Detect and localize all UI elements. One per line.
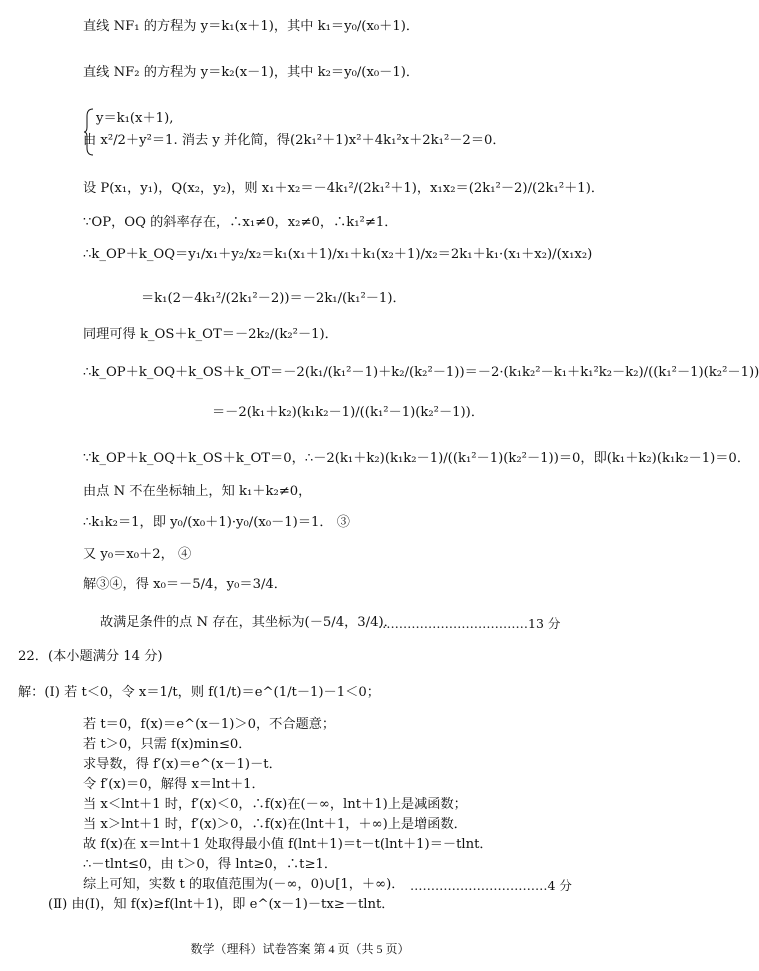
text-line-l20: 若 t＝0，f(x)＝e^(x－1)＞0，不合题意； xyxy=(83,717,336,732)
text-line-l09: 同理可得 k_OS＋k_OT＝－2k₂/(k₂²－1)． xyxy=(83,327,338,342)
text-line-l10: ∴k_OP＋k_OQ＋k_OS＋k_OT＝－2(k₁/(k₁²－1)＋k₂/(k₂²－1))＝－2·(k₁k₂²－k₁＋k₁²k₂－k₂)/((k₁²－1)(k₂²－1)) xyxy=(83,365,759,380)
text-line-l19: 解：(Ⅰ) 若 t＜0，令 x＝1/t，则 f(1/t)＝e^(1/t－1)－1＜0； xyxy=(18,685,380,700)
text-line-l01: 直线 NF₁ 的方程为 y＝k₁(x＋1)，其中 k₁＝y₀/(x₀＋1)． xyxy=(83,19,420,34)
score-4: ……………………………4 分 xyxy=(410,878,572,893)
text-line-l17: 故满足条件的点 N 存在，其坐标为(－5/4，3/4)． xyxy=(100,615,397,630)
text-line-l03: y＝k₁(x＋1), xyxy=(96,111,174,126)
text-line-l22: 求导数，得 f′(x)＝e^(x－1)－t． xyxy=(83,757,282,772)
text-line-l06: ∵OP，OQ 的斜率存在，∴x₁≠0，x₂≠0，∴k₁²≠1． xyxy=(83,215,398,230)
text-line-l16: 解③④，得 x₀＝－5/4，y₀＝3/4． xyxy=(83,577,287,592)
text-line-l13: 由点 N 不在坐标轴上，知 k₁＋k₂≠0， xyxy=(83,484,312,499)
text-line-l28: 综上可知，实数 t 的取值范围为(－∞，0)∪[1，＋∞)． xyxy=(83,877,405,892)
text-line-l26: 故 f(x)在 x＝lnt＋1 处取得最小值 f(lnt＋1)＝t－t(lnt＋1)＝－tlnt． xyxy=(83,837,493,852)
text-line-l14: ∴k₁k₂＝1，即 y₀/(x₀＋1)·y₀/(x₀－1)＝1． ③ xyxy=(83,515,350,530)
text-line-l08: ＝k₁(2－4k₁²/(2k₁²－2))＝－2k₁/(k₁²－1)． xyxy=(141,291,406,306)
text-line-l23: 令 f′(x)＝0，解得 x＝lnt＋1． xyxy=(83,777,265,792)
text-line-l18: 22．(本小题满分 14 分) xyxy=(18,649,163,664)
score-13: ………………………………13 分 xyxy=(378,616,561,631)
text-line-l21: 若 t＞0，只需 f(x)min≤0． xyxy=(83,737,252,752)
text-line-l07: ∴k_OP＋k_OQ＝y₁/x₁＋y₂/x₂＝k₁(x₁＋1)/x₁＋k₁(x₂＋1)/x₂＝2k₁＋k₁·(x₁＋x₂)/(x₁x₂) xyxy=(83,247,593,262)
page-footer: 数学（理科）试卷答案 第 4 页（共 5 页） xyxy=(190,942,410,956)
text-line-l25: 当 x＞lnt＋1 时，f′(x)＞0，∴f(x)在(lnt＋1，＋∞)上是增函数． xyxy=(83,817,467,832)
text-line-l27: ∴－tlnt≤0，由 t＞0，得 lnt≥0，∴t≥1． xyxy=(83,857,338,872)
text-line-l04: 由 x²/2＋y²＝1. 消去 y 并化简，得(2k₁²＋1)x²＋4k₁²x＋2k₁²－2＝0． xyxy=(83,133,506,148)
text-line-l02: 直线 NF₂ 的方程为 y＝k₂(x－1)，其中 k₂＝y₀/(x₀－1)． xyxy=(83,65,420,80)
text-line-l12: ∵k_OP＋k_OQ＋k_OS＋k_OT＝0，∴－2(k₁＋k₂)(k₁k₂－1)/((k₁²－1)(k₂²－1))＝0，即(k₁＋k₂)(k₁k₂－1)＝0． xyxy=(83,451,751,466)
text-line-l24: 当 x＜lnt＋1 时，f′(x)＜0，∴f(x)在(－∞，lnt＋1)上是减函数； xyxy=(83,797,467,812)
text-line-l29: (Ⅱ) 由(Ⅰ)，知 f(x)≥f(lnt＋1)，即 e^(x－1)－tx≥－tlnt． xyxy=(48,897,395,912)
text-line-l11: ＝－2(k₁＋k₂)(k₁k₂－1)/((k₁²－1)(k₂²－1))． xyxy=(212,405,485,420)
text-line-l05: 设 P(x₁，y₁)，Q(x₂，y₂)，则 x₁＋x₂＝－4k₁²/(2k₁²＋1)，x₁x₂＝(2k₁²－2)/(2k₁²＋1)． xyxy=(83,181,605,196)
text-line-l15: 又 y₀＝x₀＋2， ④ xyxy=(83,547,192,562)
